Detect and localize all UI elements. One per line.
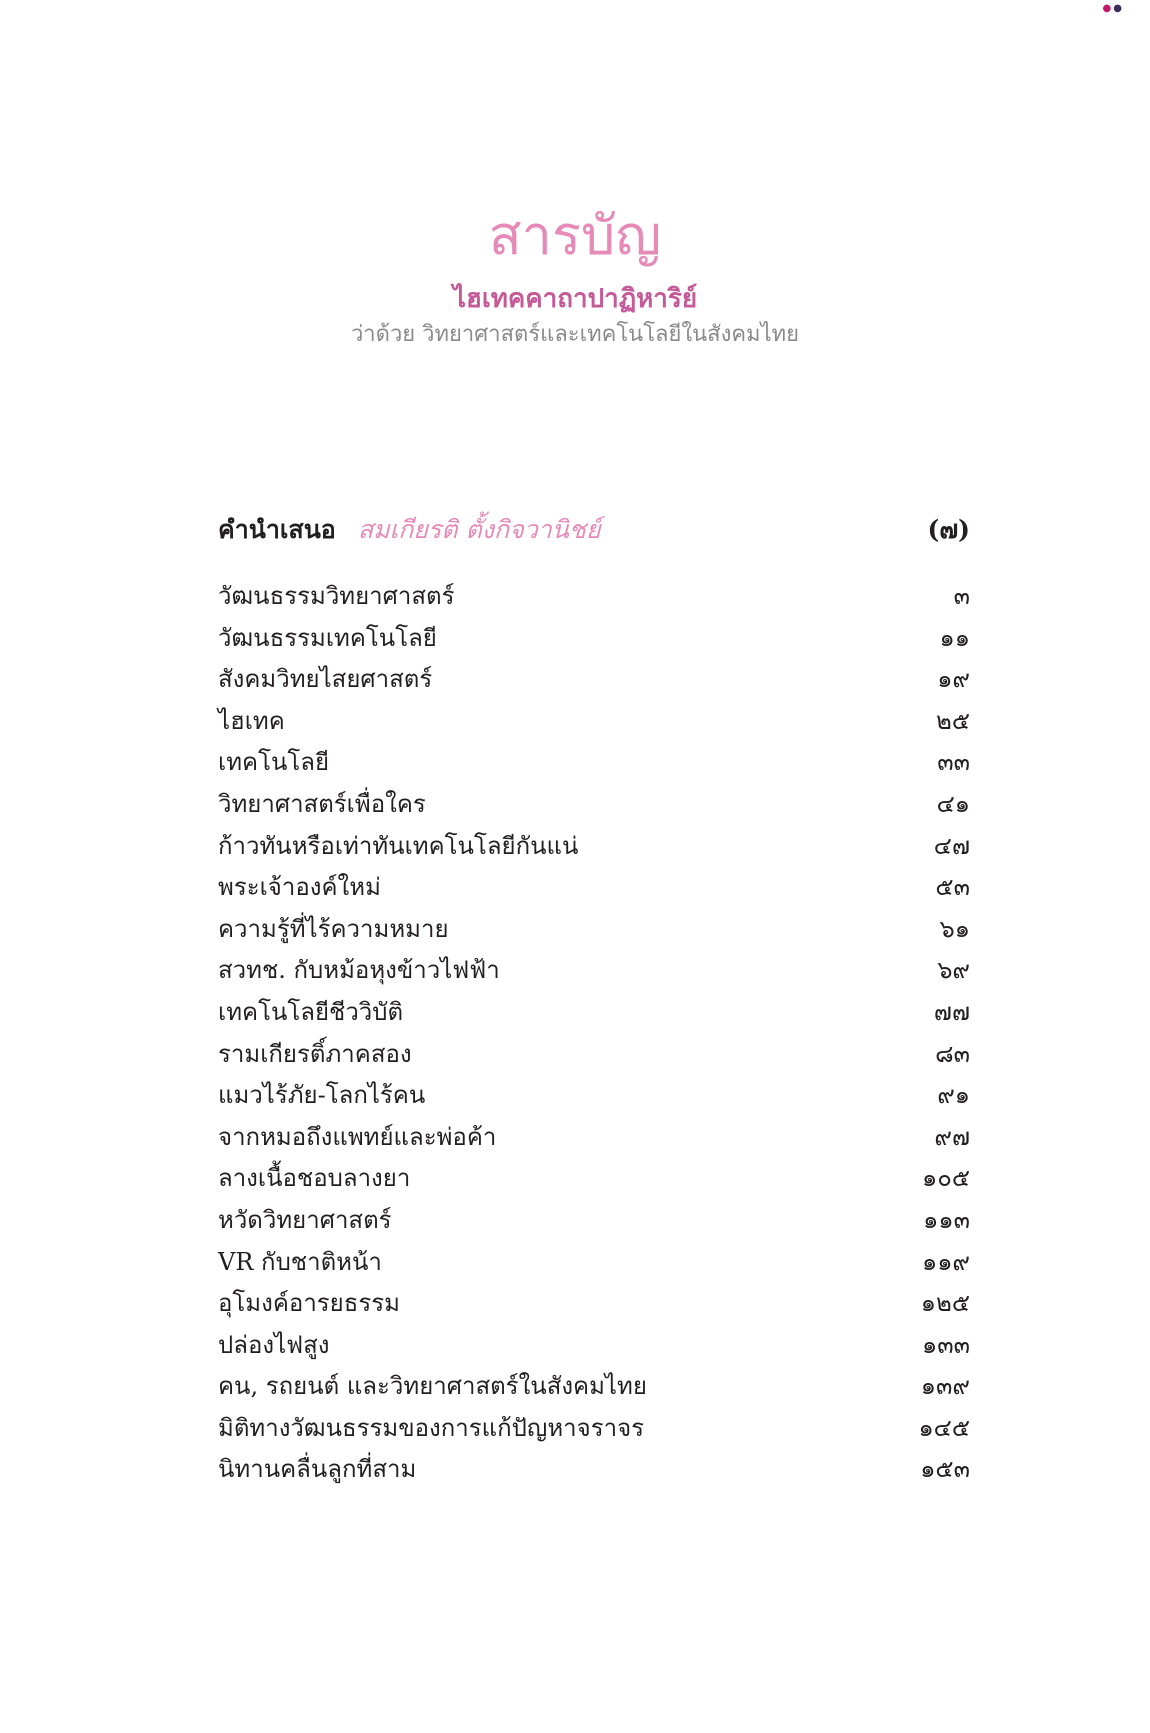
toc-entry-title: มิติทางวัฒนธรรมของการแก้ปัญหาจราจร	[218, 1413, 645, 1442]
corner-dots-mark	[1103, 4, 1124, 14]
foreword-page-number: (๗)	[927, 515, 970, 544]
toc-entry-page-number: ๑๑	[939, 623, 970, 652]
toc-entry[interactable]	[218, 1075, 970, 1117]
book-subtitle: ว่าด้วย วิทยาศาสตร์และเทคโนโลยีในสังคมไทย	[350, 322, 800, 347]
table-of-contents	[218, 510, 970, 1491]
toc-entry-title: เทคโนโลยีชีววิบัติ	[218, 997, 404, 1026]
toc-entry[interactable]	[218, 576, 970, 618]
toc-entry-page-number: ๑๑๓	[923, 1205, 970, 1234]
toc-entry[interactable]	[218, 1117, 970, 1159]
toc-entry-page-number: ๑๑๙	[921, 1247, 970, 1276]
toc-entry[interactable]	[218, 1449, 970, 1491]
toc-entry-page-number: ๑๐๕	[921, 1164, 970, 1193]
toc-entry[interactable]	[218, 618, 970, 660]
toc-entry-list	[218, 576, 970, 1491]
corner-dot-dark: ●	[1113, 3, 1124, 14]
toc-entry-title: เทคโนโลยี	[218, 748, 330, 777]
toc-entry-title: สวทช. กับหม้อหุงข้าวไฟฟ้า	[218, 956, 500, 985]
toc-entry-page-number: ๑๔๕	[918, 1413, 970, 1442]
toc-entry-title: วิทยาศาสตร์เพื่อใคร	[218, 789, 426, 818]
toc-entry-title: หวัดวิทยาศาสตร์	[218, 1205, 392, 1234]
toc-entry-page-number: ๙๗	[934, 1122, 970, 1151]
page-title: สารบัญ	[488, 204, 662, 267]
toc-entry-page-number: ๑๒๕	[920, 1289, 970, 1318]
toc-entry-page-number: ๙๑	[937, 1081, 970, 1110]
toc-entry[interactable]	[218, 1034, 970, 1076]
foreword-left	[218, 510, 601, 550]
toc-entry[interactable]	[218, 1200, 970, 1242]
toc-entry[interactable]	[218, 742, 970, 784]
toc-entry-title: รามเกียรติ์ภาคสอง	[218, 1039, 412, 1068]
toc-entry-page-number: ๑๕๓	[920, 1455, 970, 1484]
toc-entry[interactable]	[218, 784, 970, 826]
toc-entry[interactable]	[218, 950, 970, 992]
toc-entry[interactable]	[218, 1158, 970, 1200]
toc-entry-title: จากหมอถึงแพทย์และพ่อค้า	[218, 1122, 497, 1151]
foreword-label: คำนำเสนอ	[218, 515, 336, 544]
toc-entry-page-number: ๖๙	[937, 956, 970, 985]
page-header	[0, 200, 1150, 350]
toc-entry[interactable]	[218, 992, 970, 1034]
toc-entry[interactable]	[218, 867, 970, 909]
toc-entry[interactable]	[218, 701, 970, 743]
toc-entry-page-number: ๑๓๙	[920, 1372, 970, 1401]
toc-entry-title: VR กับชาติหน้า	[218, 1247, 382, 1276]
toc-entry[interactable]	[218, 909, 970, 951]
toc-entry-title: วัฒนธรรมวิทยาศาสตร์	[218, 582, 455, 610]
toc-entry-page-number: ๑๙	[937, 665, 970, 694]
toc-entry-title: สังคมวิทยไสยศาสตร์	[218, 665, 433, 694]
toc-entry[interactable]	[218, 1408, 970, 1450]
toc-entry-title: ก้าวทันหรือเท่าทันเทคโนโลยีกันแน่	[218, 831, 579, 860]
toc-entry-title: ปล่องไฟสูง	[218, 1330, 330, 1359]
book-title: ไฮเทคคาถาปาฏิหาริย์	[452, 284, 698, 314]
toc-entry-page-number: ๗๗	[933, 997, 970, 1026]
toc-entry-title: วัฒนธรรมเทคโนโลยี	[218, 623, 437, 652]
toc-entry-page-number: ๔๗	[933, 831, 970, 860]
toc-entry-page-number: ๓	[953, 582, 970, 610]
toc-entry[interactable]	[218, 659, 970, 701]
toc-entry-page-number: ๘๓	[935, 1039, 970, 1068]
toc-entry[interactable]	[218, 1283, 970, 1325]
corner-dot-magenta: ●	[1102, 3, 1114, 14]
toc-entry-page-number: ๑๓๓	[921, 1330, 970, 1359]
toc-entry-title: คน, รถยนต์ และวิทยาศาสตร์ในสังคมไทย	[218, 1372, 647, 1401]
toc-entry[interactable]	[218, 1366, 970, 1408]
toc-foreword-row[interactable]	[218, 510, 970, 562]
toc-entry[interactable]	[218, 1242, 970, 1284]
toc-entry[interactable]	[218, 826, 970, 868]
toc-entry-title: ไฮเทค	[218, 706, 285, 735]
toc-entry[interactable]	[218, 1325, 970, 1367]
toc-entry-title: ความรู้ที่ไร้ความหมาย	[218, 914, 449, 943]
toc-entry-title: ลางเนื้อชอบลางยา	[218, 1164, 411, 1193]
toc-entry-title: พระเจ้าองค์ใหม่	[218, 873, 381, 902]
toc-entry-title: นิทานคลื่นลูกที่สาม	[218, 1455, 417, 1484]
toc-entry-page-number: ๕๓	[935, 873, 970, 902]
toc-entry-page-number: ๔๑	[936, 789, 970, 818]
toc-entry-title: แมวไร้ภัย-โลกไร้คน	[218, 1081, 426, 1110]
toc-entry-page-number: ๖๑	[939, 914, 970, 943]
toc-entry-page-number: ๒๕	[936, 706, 970, 735]
toc-entry-page-number: ๓๓	[937, 748, 970, 777]
foreword-author: สมเกียรติ ตั้งกิจวานิชย์	[357, 515, 601, 544]
toc-entry-title: อุโมงค์อารยธรรม	[218, 1289, 400, 1318]
